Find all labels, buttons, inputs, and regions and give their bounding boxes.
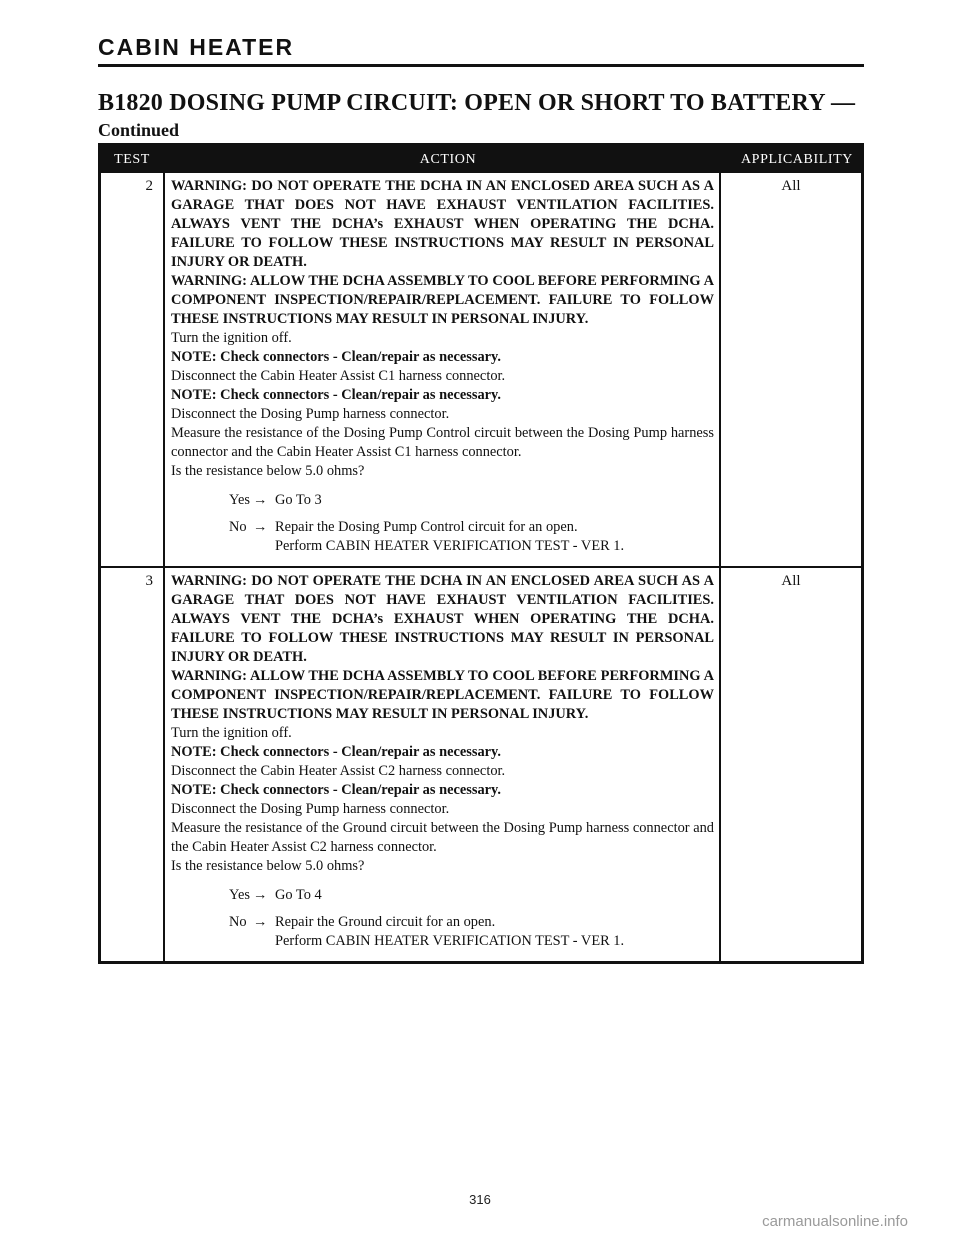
table-row — [101, 173, 861, 566]
note-text: NOTE: Check connectors - Clean/repair as necessary. — [171, 782, 502, 798]
instruction-text: Disconnect the Cabin Heater Assist C1 harness connector. — [171, 368, 506, 384]
instruction-text: Is the resistance below 5.0 ohms? — [171, 858, 365, 874]
test-number: 2 — [145, 178, 153, 194]
instruction-text: Measure the resistance of the Ground circuit between the Dosing Pump harness connector and the Cabin Heater Assist C2 harness connector. — [171, 820, 714, 855]
table-body — [101, 173, 861, 961]
arrow-right-icon: → — [253, 914, 268, 930]
result-line: Perform CABIN HEATER VERIFICATION TEST - VER 1. — [275, 538, 625, 554]
result-text — [275, 886, 714, 905]
section-header: CABIN HEATER — [98, 34, 295, 60]
test-number: 3 — [145, 573, 153, 589]
instruction-text: Disconnect the Cabin Heater Assist C2 harness connector. — [171, 763, 506, 779]
warning-text: WARNING: DO NOT OPERATE THE DCHA IN AN ENCLOSED AREA SUCH AS A GARAGE THAT DOES NOT HAVE EXHAUST VENTILATION FACILITIES. ALWAYS VENT THE DCHA’s EXHAUST WHEN OPERATING THE DCHA. FAILURE TO FOLLOW THESE INSTRUCTIONS MAY RESULT IN PERSONAL INJURY OR DEATH. — [171, 573, 714, 665]
instruction-text: Turn the ignition off. — [171, 725, 292, 741]
page-subtitle: Continued — [98, 120, 180, 140]
test-action — [163, 568, 721, 961]
page-number: 316 — [469, 1192, 491, 1207]
result-label: No — [229, 519, 247, 535]
result-branch — [171, 491, 714, 510]
instruction-text: Turn the ignition off. — [171, 330, 292, 346]
result-line: Repair the Ground circuit for an open. — [275, 914, 496, 930]
result-label: Yes — [229, 492, 250, 508]
instruction-text: Disconnect the Dosing Pump harness connector. — [171, 406, 450, 422]
warning-text: WARNING: ALLOW THE DCHA ASSEMBLY TO COOL BEFORE PERFORMING A COMPONENT INSPECTION/REPAIR/REPLACEMENT. FAILURE TO FOLLOW THESE INSTRUCTIONS MAY RESULT IN PERSONAL INJURY. — [171, 668, 714, 722]
applicability: All — [781, 178, 801, 194]
warning-text: WARNING: DO NOT OPERATE THE DCHA IN AN ENCLOSED AREA SUCH AS A GARAGE THAT DOES NOT HAVE EXHAUST VENTILATION FACILITIES. ALWAYS VENT THE DCHA’s EXHAUST WHEN OPERATING THE DCHA. FAILURE TO FOLLOW THESE INSTRUCTIONS MAY RESULT IN PERSONAL INJURY OR DEATH. — [171, 178, 714, 270]
note-text: NOTE: Check connectors - Clean/repair as necessary. — [171, 744, 502, 760]
page-title: B1820 DOSING PUMP CIRCUIT: OPEN OR SHORT TO BATTERY — — [98, 90, 856, 116]
arrow-right-icon: → — [253, 519, 268, 535]
result-text — [275, 913, 714, 951]
instruction-text: Measure the resistance of the Dosing Pump Control circuit between the Dosing Pump harness connector and the Cabin Heater Assist C1 harness connector. — [171, 425, 714, 460]
result-text — [275, 491, 714, 510]
note-text: NOTE: Check connectors - Clean/repair as necessary. — [171, 349, 502, 365]
result-line: Perform CABIN HEATER VERIFICATION TEST - VER 1. — [275, 933, 625, 949]
test-table — [98, 143, 864, 964]
result-line: Go To 4 — [275, 887, 322, 903]
result-branch — [171, 886, 714, 905]
applicability: All — [781, 573, 801, 589]
table-row — [101, 566, 861, 961]
arrow-right-icon: → — [253, 887, 268, 903]
result-line: Go To 3 — [275, 492, 322, 508]
watermark: carmanualsonline.info — [762, 1213, 908, 1230]
result-text — [275, 518, 714, 556]
note-text: NOTE: Check connectors - Clean/repair as necessary. — [171, 387, 502, 403]
section-divider — [98, 64, 864, 67]
column-header-test: TEST — [114, 151, 150, 167]
result-branch — [171, 913, 714, 951]
column-header-action: ACTION — [419, 151, 477, 167]
result-label: No — [229, 914, 247, 930]
test-action — [163, 173, 721, 566]
table-header — [101, 146, 861, 173]
result-line: Repair the Dosing Pump Control circuit for an open. — [275, 519, 578, 535]
column-header-applicability: APPLICABILITY — [740, 151, 853, 167]
arrow-right-icon: → — [253, 492, 268, 508]
instruction-text: Is the resistance below 5.0 ohms? — [171, 463, 365, 479]
result-label: Yes — [229, 887, 250, 903]
instruction-text: Disconnect the Dosing Pump harness connector. — [171, 801, 450, 817]
warning-text: WARNING: ALLOW THE DCHA ASSEMBLY TO COOL BEFORE PERFORMING A COMPONENT INSPECTION/REPAIR/REPLACEMENT. FAILURE TO FOLLOW THESE INSTRUCTIONS MAY RESULT IN PERSONAL INJURY. — [171, 273, 714, 327]
result-branch — [171, 518, 714, 556]
